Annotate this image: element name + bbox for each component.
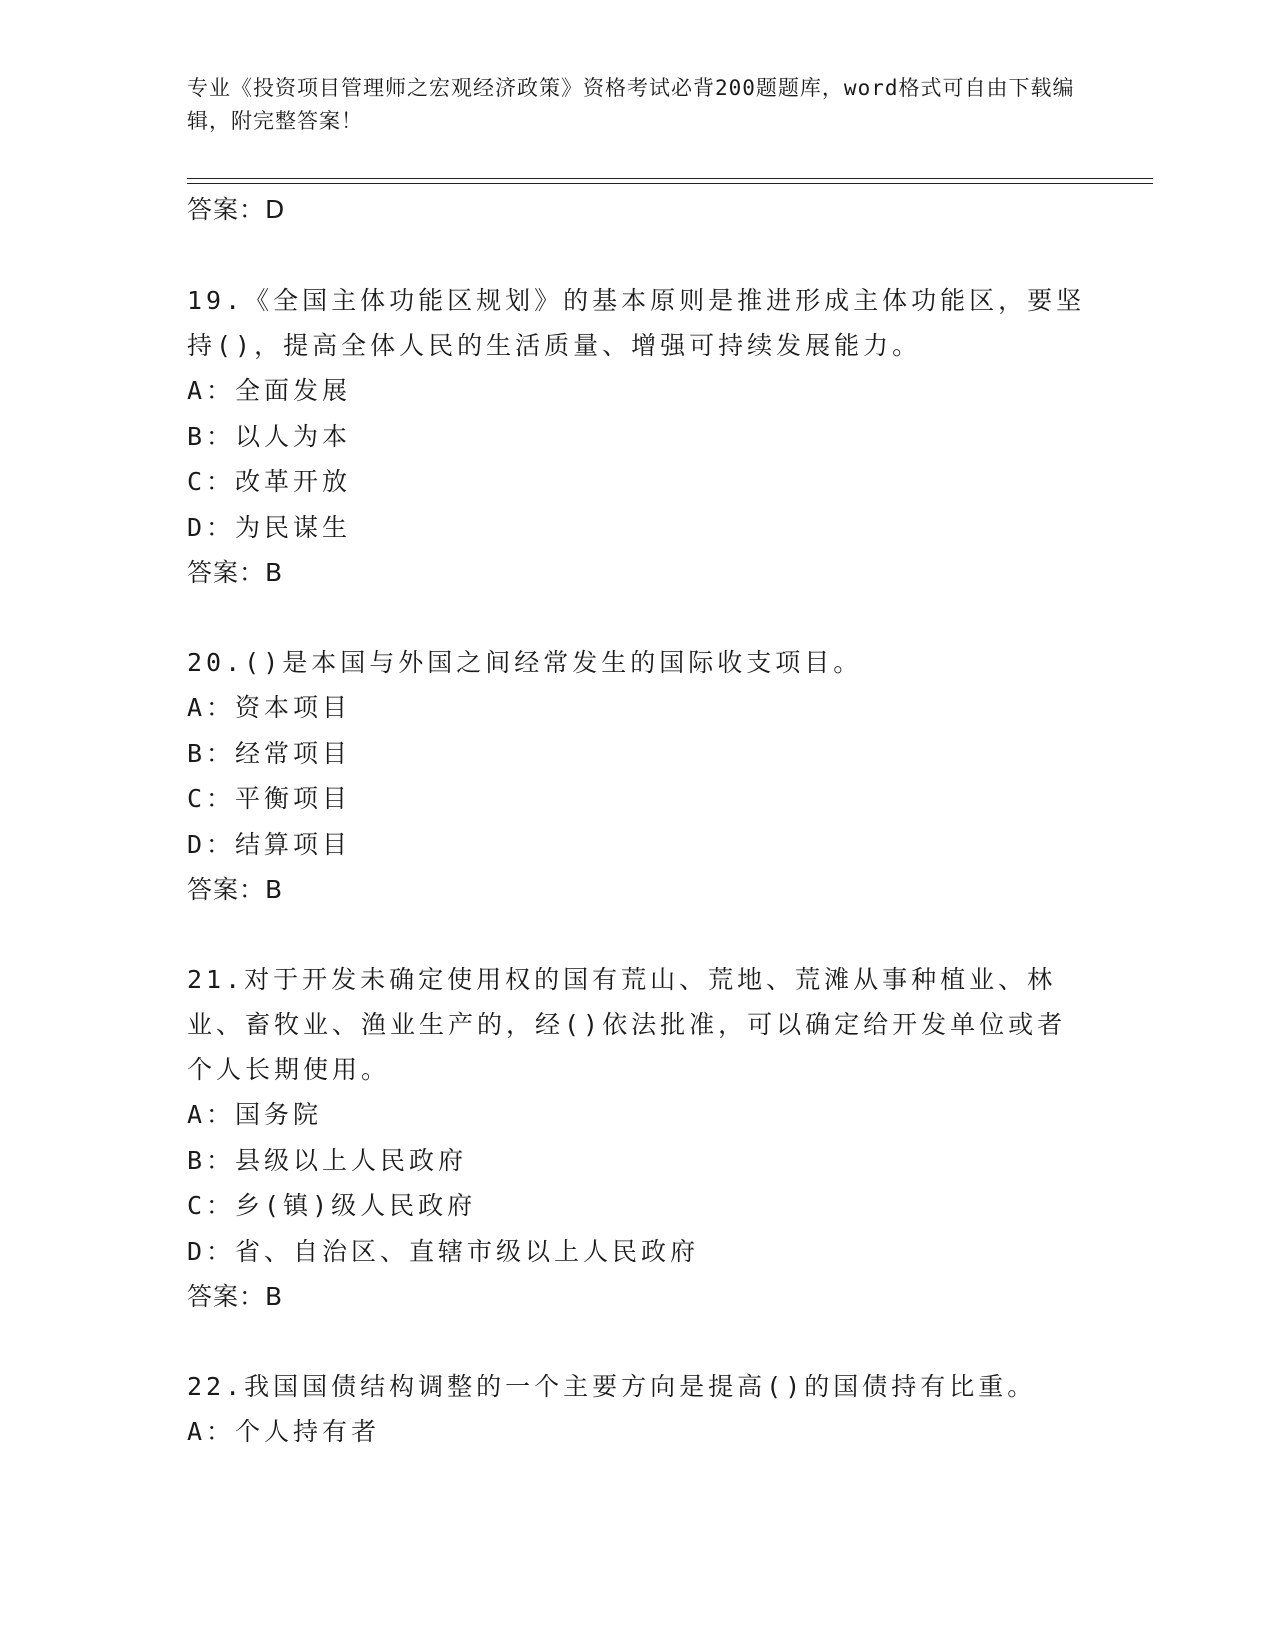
option-d: D：结算项目 bbox=[187, 829, 352, 859]
question-20 bbox=[187, 640, 1087, 913]
answer-line: 答案：B bbox=[187, 558, 284, 587]
question-19 bbox=[187, 278, 1087, 596]
option-b: B：经常项目 bbox=[187, 738, 352, 768]
document-body bbox=[187, 186, 1087, 1455]
option-d: D：为民谋生 bbox=[187, 512, 352, 542]
option-c: C：平衡项目 bbox=[187, 784, 352, 813]
option-a: A：个人持有者 bbox=[187, 1417, 381, 1446]
option-d: D：省、自治区、直辖市级以上人民政府 bbox=[187, 1236, 700, 1266]
option-b: B：县级以上人民政府 bbox=[187, 1145, 468, 1175]
page-header: 专业《投资项目管理师之宏观经济政策》资格考试必背200题题库，word格式可自由下载编辑，附完整答案！ bbox=[187, 76, 1075, 133]
option-a: A：全面发展 bbox=[187, 376, 352, 405]
answer-line: 答案：B bbox=[187, 1282, 284, 1311]
question-21 bbox=[187, 957, 1087, 1320]
question-stem: 21.对于开发未确定使用权的国有荒山、荒地、荒滩从事种植业、林业、畜牧业、渔业生产的，经()依法批准，可以确定给开发单位或者个人长期使用。 bbox=[187, 965, 1067, 1084]
question-stem: 20.()是本国与外国之间经常发生的国际收支项目。 bbox=[187, 648, 863, 677]
question-stem: 19.《全国主体功能区规划》的基本原则是推进形成主体功能区，要坚持()，提高全体人民的生活质量、增强可持续发展能力。 bbox=[187, 286, 1086, 360]
question-stem: 22.我国国债结构调整的一个主要方向是提高()的国债持有比重。 bbox=[187, 1372, 1037, 1401]
header-rule-top bbox=[187, 178, 1153, 179]
question-22 bbox=[187, 1364, 1087, 1455]
header-rule-bottom bbox=[187, 183, 1153, 184]
option-a: A：资本项目 bbox=[187, 693, 352, 722]
option-a: A：国务院 bbox=[187, 1100, 323, 1129]
option-b: B：以人为本 bbox=[187, 421, 352, 451]
option-c: C：乡(镇)级人民政府 bbox=[187, 1191, 477, 1220]
answer-line: 答案：D bbox=[187, 195, 286, 224]
answer-line: 答案：B bbox=[187, 875, 284, 904]
option-c: C：改革开放 bbox=[187, 467, 352, 496]
